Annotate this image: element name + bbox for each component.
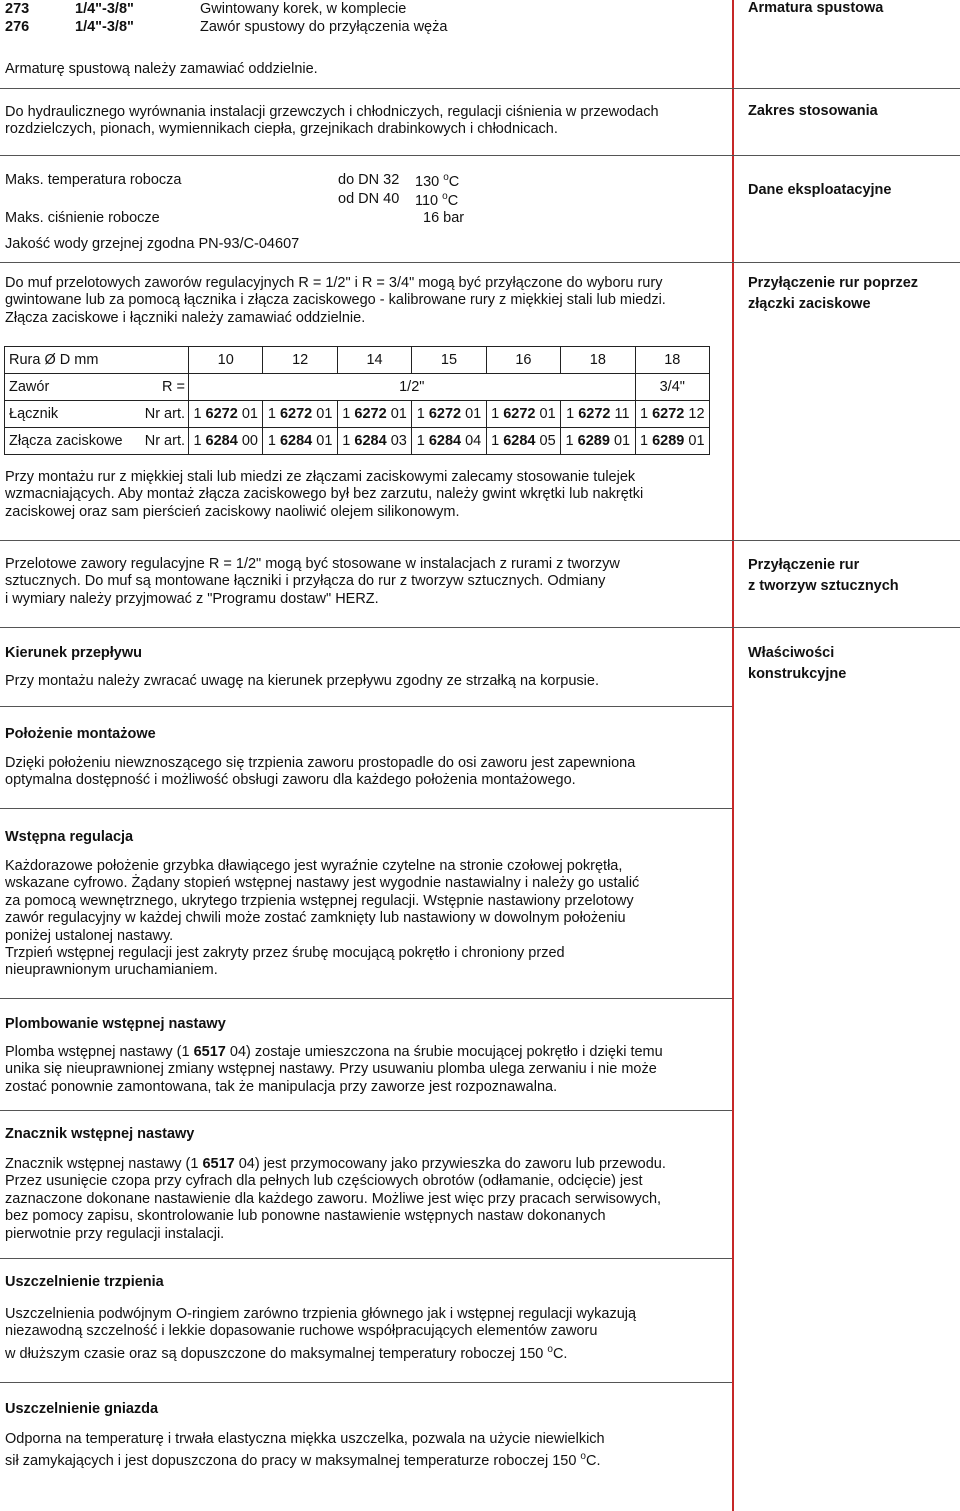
text-line: Do muf przelotowych zaworów regulacyjnych R = 1/2" i R = 3/4" mogą być przyłączone do wyboru rury — [5, 275, 663, 291]
text-line: Do hydraulicznego wyrównania instalacji grzewczych i chłodniczych, regulacji ciśnienia w przewodach — [5, 104, 659, 120]
table-cell: 10 — [189, 347, 263, 374]
divider — [0, 88, 960, 89]
divider — [0, 627, 960, 628]
zakres-text — [5, 104, 727, 139]
temp-unit: C — [447, 193, 459, 209]
table-row-rura — [5, 347, 710, 374]
text-line: poniżej ustalonej nastawy. — [5, 927, 174, 944]
table-cell — [189, 428, 263, 455]
side-line: Właściwości — [748, 645, 835, 661]
art-prefix: 1 — [566, 406, 575, 422]
row-label: Łącznik — [5, 401, 134, 428]
kierunek-text: Przy montażu należy zwracać uwagę na kierunek przepływu zgodny ze strzałką na korpusie. — [5, 673, 599, 689]
dn40-label: od DN 40 — [338, 191, 400, 207]
side-line: Przyłączenie rur — [748, 557, 860, 573]
text-run: sił zamykających i jest dopuszczona do pracy w maksymalnej temperaturze roboczej 150 — [5, 1453, 581, 1470]
row-sublabel: R = — [133, 374, 189, 401]
table-cell: 12 — [263, 347, 337, 374]
plomba-text — [5, 1044, 727, 1096]
art-prefix: 1 — [565, 433, 574, 449]
text-line: Trzpień wstępnej regulacji jest zakryty przez śrubę mocującą pokrętło i chroniony przed — [5, 945, 565, 962]
table-cell — [337, 401, 411, 428]
temp-value: 110 — [415, 193, 439, 209]
tworzywa-text — [5, 556, 727, 608]
press-label: Maks. ciśnienie robocze — [5, 210, 160, 226]
text-run: C. — [585, 1453, 601, 1470]
text-line: zaznaczone dokonane nastawienie dla każdego zaworu. Możliwe jest więc przy pracach serwisowych, — [5, 1190, 662, 1207]
row-label: Zawór — [5, 374, 134, 401]
text-run: 04) jest przymocowany jako przywieszka do zaworu lub przewodu. — [234, 1156, 666, 1172]
trzpien-text — [5, 1306, 727, 1363]
divider — [0, 706, 732, 707]
art-prefix: 1 — [491, 433, 500, 449]
table-cell — [635, 401, 709, 428]
temp-unit: C — [448, 174, 460, 190]
art-prefix: 1 — [416, 406, 425, 422]
table-cell — [486, 401, 560, 428]
divider — [0, 1382, 732, 1383]
text-line: Przy montażu rur z miękkiej stali lub miedzi ze złączami zaciskowymi zalecamy stosowanie tulejek — [5, 469, 636, 485]
table-row-zlacza — [5, 428, 710, 455]
side-heading-dane: Dane eksploatacyjne — [748, 182, 892, 198]
side-line: z tworzyw sztucznych — [748, 578, 899, 594]
table-cell — [412, 428, 486, 455]
table-cell: 3/4" — [635, 374, 709, 401]
art-prefix: 1 — [193, 433, 202, 449]
art-suffix: 04 — [465, 433, 482, 449]
text-line: zawór regulacyjny w każdej chwili może zostać zamknięty lub nastawiony w dowolnym położeniu — [5, 910, 626, 927]
art-prefix: 1 — [491, 406, 500, 422]
table-cell — [635, 428, 709, 455]
text-line: sztucznych. Do muf są montowane łączniki i przyłącza do rur z tworzyw sztucznych. Odmiany — [5, 573, 606, 590]
text-line — [5, 1448, 727, 1470]
art-number: 6272 — [279, 406, 313, 422]
divider — [0, 1110, 732, 1111]
press-unit: bar — [443, 210, 465, 226]
art-number: 6272 — [578, 406, 611, 422]
text-line: Odporna na temperaturę i trwała elastyczna miękka uszczelka, pozwala na użycie niewielkich — [5, 1431, 605, 1447]
text-line: i wymiary należy przyjmować z "Programu dostaw" HERZ. — [5, 590, 379, 607]
section-title: Plombowanie wstępnej nastawy — [5, 1016, 226, 1032]
art-number: 6284 — [503, 433, 536, 449]
text-line: niezawodną szczelność i lekkie dopasowanie ruchowe współpracujących elementów zaworu — [5, 1323, 598, 1340]
divider — [0, 1258, 732, 1259]
margin-rule — [732, 0, 734, 1511]
art-number: 6284 — [279, 433, 313, 449]
text-line: unika się nieuprawnionej zmiany wstępnej nastawy. Przy usuwaniu plomba ulega zerwaniu i nie może — [5, 1061, 657, 1078]
section-title: Kierunek przepływu — [5, 645, 142, 661]
section-title: Znacznik wstępnej nastawy — [5, 1126, 195, 1142]
table-row-zawor — [5, 374, 710, 401]
side-line: złączki zaciskowe — [748, 296, 871, 312]
text-line — [5, 1341, 727, 1363]
table-cell: 14 — [337, 347, 411, 374]
art-prefix: 1 — [416, 433, 425, 449]
degree-sign: o — [442, 191, 448, 202]
art-suffix: 05 — [539, 433, 556, 449]
spec-table — [4, 346, 710, 455]
text-line: nieuprawnionym uruchamianiem. — [5, 962, 218, 979]
item-desc: Zawór spustowy do przyłączenia węża — [200, 19, 448, 35]
text-line: Przez usunięcie czopa przy cyfrach dla pełnych lub częściowych obrotów (odłamanie, odcięcie) jest — [5, 1173, 643, 1190]
table-cell: 18 — [635, 347, 709, 374]
text-line: Przelotowe zawory regulacyjne R = 1/2" mogą być stosowane w instalacjach z rurami z tworzyw — [5, 556, 620, 572]
row-sublabel: Nr art. — [133, 401, 189, 428]
art-prefix: 1 — [639, 433, 649, 449]
divider — [0, 262, 960, 263]
art-prefix: 1 — [639, 406, 649, 422]
art-number: 6517 — [193, 1044, 226, 1060]
side-heading-zakres: Zakres stosowania — [748, 103, 878, 119]
section-title: Uszczelnienie trzpienia — [5, 1274, 164, 1290]
temp-130 — [415, 172, 459, 190]
section-title: Wstępna regulacja — [5, 829, 134, 845]
polozenie-text — [5, 755, 727, 790]
table-cell — [189, 401, 263, 428]
text-line — [5, 1156, 727, 1173]
text-run: C. — [552, 1345, 568, 1362]
art-number: 6272 — [205, 406, 238, 422]
section-title: Uszczelnienie gniazda — [5, 1401, 159, 1417]
text-run: Znacznik wstępnej nastawy (1 — [5, 1156, 203, 1172]
art-number: 6284 — [354, 433, 387, 449]
press-number: 16 — [423, 210, 440, 226]
text-line: Każdorazowe położenie grzybka dławiącego jest wyraźnie czytelne na stronie czołowej pokrętła, — [5, 858, 623, 874]
item-number: 273 — [5, 1, 30, 17]
art-number: 6289 — [577, 433, 610, 449]
text-line: zostać ponownie zamontowana, tak że manipulacja przy zaworze jest rozpoznawalna. — [5, 1078, 558, 1095]
art-number: 6289 — [652, 433, 685, 449]
art-number: 6284 — [205, 433, 238, 449]
divider — [0, 540, 960, 541]
art-suffix: 01 — [613, 433, 631, 449]
art-suffix: 01 — [390, 406, 407, 422]
art-prefix: 1 — [342, 433, 351, 449]
armatura-note: Armaturę spustową należy zamawiać oddzielnie. — [5, 61, 318, 77]
degree-sign: o — [443, 172, 449, 183]
table-cell — [561, 428, 635, 455]
art-suffix: 01 — [316, 433, 333, 449]
row-label: Złącza zaciskowe — [5, 428, 134, 455]
side-heading-wlasciwosci — [748, 643, 953, 685]
text-line: rozdzielczych, pionach, wymiennikach ciepła, grzejnikach drabinkowych i chłodnicach. — [5, 121, 558, 138]
side-heading-tworzywa — [748, 555, 953, 597]
art-number: 6272 — [354, 406, 387, 422]
side-line: Przyłączenie rur poprzez — [748, 275, 919, 291]
montaz-note — [5, 469, 727, 521]
divider — [0, 808, 732, 809]
table-cell — [263, 428, 337, 455]
wstepna-text — [5, 858, 727, 980]
row-sublabel: Nr art. — [133, 428, 189, 455]
divider — [0, 998, 732, 999]
text-line: za pomocą wewnętrznego, ukrytego trzpienia wstępnej regulacji. Wstępnie nastawiony przelotowy — [5, 892, 634, 909]
table-cell — [263, 401, 337, 428]
dn32-label: do DN 32 — [338, 172, 400, 188]
art-suffix: 00 — [241, 433, 258, 449]
text-run: w dłuższym czasie oraz są dopuszczone do maksymalnej temperatury roboczej 150 — [5, 1345, 548, 1362]
art-number: 6272 — [503, 406, 536, 422]
text-line: Uszczelnienia podwójnym O-ringiem zarówno trzpienia głównego jak i wstępnej regulacji wykazują — [5, 1306, 637, 1322]
header-table — [5, 0, 447, 36]
art-number: 6517 — [202, 1156, 235, 1172]
art-number: 6272 — [652, 406, 685, 422]
table-row-lacznik — [5, 401, 710, 428]
side-heading-armatura: Armatura spustowa — [748, 0, 884, 16]
art-suffix: 01 — [688, 433, 705, 449]
art-number: 6272 — [428, 406, 462, 422]
art-suffix: 12 — [688, 406, 705, 422]
text-line: zaciskowej oraz sam pierścień zaciskowy naoliwić olejem silikonowym. — [5, 503, 460, 520]
gniazdo-text — [5, 1431, 727, 1471]
text-line: optymalna dostępność i możliwość obsługi zaworu dla każdego położenia montażowego. — [5, 772, 576, 789]
temp-label: Maks. temperatura robocza — [5, 172, 182, 188]
text-line: bez pomocy zapisu, skontrolowanie lub ponowne nastawienie wstępnych nastaw dokonanych — [5, 1208, 606, 1225]
header-row — [5, 18, 447, 36]
art-number: 6284 — [428, 433, 462, 449]
item-desc: Gwintowany korek, w komplecie — [200, 1, 407, 17]
table-cell — [486, 428, 560, 455]
art-suffix: 01 — [539, 406, 556, 422]
text-line: pierwotnie przy regulacji instalacji. — [5, 1225, 225, 1242]
press-value — [423, 210, 464, 226]
section-title: Położenie montażowe — [5, 726, 156, 742]
text-line: gwintowane lub za pomocą łącznika i złącza zaciskowego - kalibrowane rury z miękkiej stali lub miedzi. — [5, 292, 666, 309]
table-cell: 15 — [412, 347, 486, 374]
text-line: wskazane cyfrowo. Żądany stopień wstępnej nastawy jest wygodnie nastawialny i należy go ustalić — [5, 875, 640, 892]
art-prefix: 1 — [267, 433, 276, 449]
art-prefix: 1 — [342, 406, 351, 422]
text-line: wzmacniających. Aby montaż złącza zaciskowego był bez zarzutu, należy gwint wkrętki lub nakrętki — [5, 486, 644, 503]
text-run: 04) zostaje umieszczona na śrubie mocującej pokrętło i dzięki temu — [225, 1044, 663, 1060]
row-label: Rura Ø D mm — [5, 347, 189, 374]
text-run: Plomba wstępnej nastawy (1 — [5, 1044, 194, 1060]
header-row — [5, 0, 447, 18]
table-cell: 16 — [486, 347, 560, 374]
item-number: 276 — [5, 19, 30, 35]
divider — [0, 155, 960, 156]
item-size: 1/4"-3/8" — [75, 19, 134, 35]
art-suffix: 01 — [316, 406, 333, 422]
art-prefix: 1 — [267, 406, 276, 422]
art-suffix: 03 — [390, 433, 407, 449]
side-line: konstrukcyjne — [748, 666, 847, 682]
degree-sign: o — [547, 1343, 553, 1355]
temp-value: 130 — [415, 174, 440, 190]
text-line: Złącza zaciskowe i łączniki należy zamawiać oddzielnie. — [5, 309, 366, 326]
table-cell — [561, 401, 635, 428]
text-line: Dzięki położeniu niewznoszącego się trzpienia zaworu prostopadle do osi zaworu jest zapewniona — [5, 755, 636, 771]
art-suffix: 01 — [241, 406, 258, 422]
table-cell — [337, 428, 411, 455]
table-cell: 18 — [561, 347, 635, 374]
art-suffix: 01 — [465, 406, 482, 422]
item-size: 1/4"-3/8" — [75, 1, 134, 17]
przylacze-text — [5, 275, 727, 327]
table-cell: 1/2" — [189, 374, 636, 401]
water-quality: Jakość wody grzejnej zgodna PN-93/C-04607 — [5, 236, 300, 252]
temp-110 — [415, 191, 458, 209]
znacznik-text — [5, 1156, 727, 1243]
table-cell — [412, 401, 486, 428]
art-suffix: 11 — [614, 406, 630, 422]
degree-sign: o — [580, 1451, 586, 1463]
art-prefix: 1 — [193, 406, 202, 422]
text-line — [5, 1044, 727, 1061]
side-heading-przylacze — [748, 273, 953, 315]
